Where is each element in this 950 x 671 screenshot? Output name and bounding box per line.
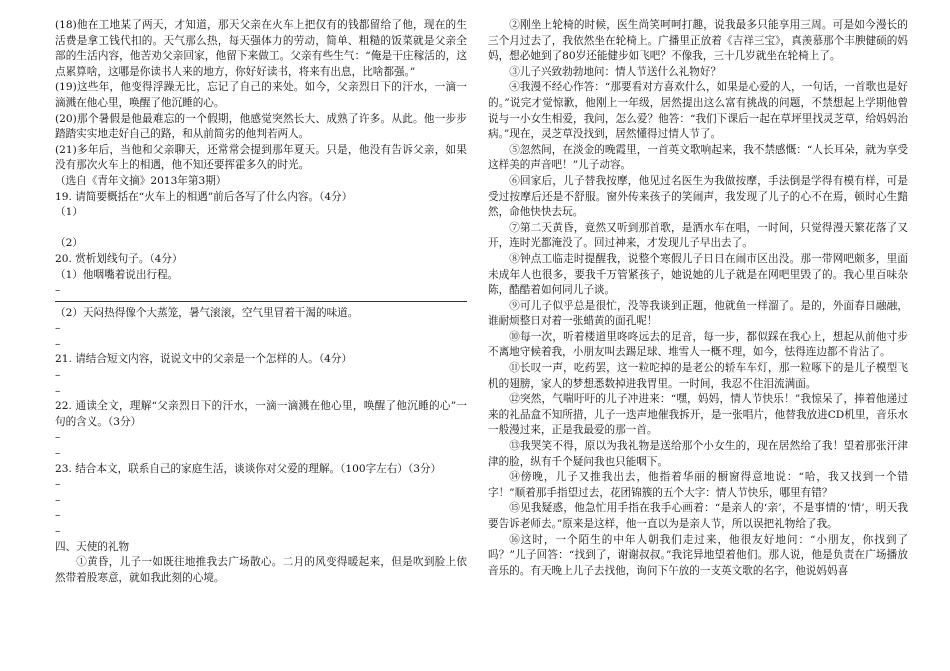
answer-line-dash: –	[55, 493, 61, 506]
answer-space	[55, 221, 467, 237]
answer-line-dash: –	[55, 478, 61, 491]
answer-line-dash: –	[55, 369, 61, 382]
answer-line-dash: –	[55, 525, 61, 537]
story-paragraph-7: ⑦第二天黄昏，竟然又听到那首歌，是洒水车在唱，一时间，只觉得漫天繁花落了又开，连时光都淹没了。回过神来，才发现儿子早出去了。	[488, 221, 908, 250]
right-column	[488, 18, 908, 579]
story-paragraph-14: ⑭傍晚，儿子又推我出去，他指着华丽的橱窗得意地说：“哈，我又找到一个错字！”顺着那手指望过去，花团锦簇的五个大字：情人节快乐，哪里有错？	[488, 471, 908, 499]
answer-line-dash: –	[55, 509, 61, 522]
story-paragraph-11: ⑪长叹一声，吃药罢，这一粒咜掉的是老公的轿车车灯，那一粒啄下的是儿子模型飞机的翅膀，家人的梦想悉数掉进我胃里。一时间，我忍不住泪流满面。	[488, 362, 908, 390]
story-paragraph-12: ⑫突然，气喘吁吁的儿子冲进来：“嘿，妈妈，情人节快乐！”我惊呆了，捧着他递过来的礼品盒不知所措，儿子一迭声地催我拆开，是一张唱片，他替我放进CD机里，音乐水一般漫过来，正是我最爱的那一首。	[488, 393, 908, 437]
paragraph-18: (18)他在工地某了两天，才知道，那天父亲在火车上把仅有的钱都留给了他，现在的生活费是拿工钱代扣的。天气那么热，每天强体力的劳动，简单、粗糙的饭菜就是父亲全部的生活内容，他苦劝父亲回家，他留下来做工。父亲有些生气：“俺是干庄稼活的，这点累算啥，这哪是你读书人来的地方，你好好读书，将来有出息，比啥都强。”	[55, 19, 467, 78]
answer-line-dash: –	[55, 431, 61, 444]
question-21: 21. 请结合短文内容，说说文中的父亲是一个怎样的人。（4分）	[55, 353, 353, 366]
source-citation: （选自《青年文摘》2013年第3期）	[55, 174, 227, 187]
answer-line-dash: –	[55, 447, 61, 460]
question-23: 23. 结合本文，联系自己的家庭生活，谈谈你对父爱的理解。（100字左右）（3分）	[55, 462, 442, 475]
story-paragraph-2: ②刚坐上轮椅的时候，医生尚笑呵呵打趣，说我最多只能享用三周。可是如今漫长的三个月过去了，我依然坐在轮椅上。广播里正放着《吉祥三宝》，真羡慕那个丰腴健硕的妈妈，想必她到了80岁还能健步如飞吧？不像我，三十几岁就坐在轮椅上了。	[488, 19, 908, 63]
answer-line-dash: –	[55, 337, 61, 350]
story-paragraph-10: ⑩每一次，听着楼道里咚咚远去的足音，每一步，都似踩在我心上，想起从前他寸步不离地守候着我，小朋友叫去踢足球、堆雪人一概不理，如今，怯得连边都不肯沾了。	[488, 330, 908, 359]
question-20-sentence-2: （2）天闷热得像个大蒸笼，暑气滚滚，空气里冒着干渴的味道。	[55, 306, 359, 319]
story-paragraph-16: ⑯这时，一个陌生的中年人朝我们走过来，他很友好地问：“小朋友，你找到了吗？”儿子回答：“找到了，谢谢叔叔。”我诧异地望着他们。那人说，他是负责在广场播放音乐的。有天晚上儿子去找他，询问下午放的一支英文歌的名字，他说妈妈喜	[488, 533, 908, 577]
section-title: 四、天使的礼物	[55, 540, 130, 553]
question-20-sentence-1: （1）他咽嘴着说出行程。	[55, 268, 179, 281]
left-column	[55, 18, 467, 586]
question-19: 19. 请简要概括在“火车上的相遇”前后各写了什么内容。（4分）	[55, 190, 353, 203]
story-paragraph-4: ④我漫不经心作答：“那要看对方喜欢什么，如果是心爱的人，一句话，一首歌也是好的。”说完才觉惊歉，他刚上一年级，居然提出这么富有挑战的问题，不禁想起上学期他曾说与一小女生相爱，我问，怎么爱？他答：“我们下课后一起在草坪里找灵芝草，给妈妈治病。”现在，灵芝草没找到，居然懂得过情人节了。	[488, 81, 908, 141]
answer-line-dash: –	[55, 322, 61, 335]
answer-rule	[55, 301, 467, 302]
answer-19-2-label: （2）	[55, 237, 83, 250]
story-paragraph-6: ⑥回家后，儿子替我按摩，他见过名医生为我做按摩，手法倒是学得有模有样，可是受过按摩后还是不舒服。窗外传来孩子的笑闹声，我发现了儿子的心不在焉，顿时心生黯然，命他快快去玩。	[488, 174, 908, 219]
paragraph-21: (21)多年后，当他和父亲聊天，还常常会提到那年夏天。只是，他没有告诉父亲，如果没有那次火车上的相遇，他不知还要挥霍多久的时光。	[55, 143, 467, 172]
paragraph-20: (20)那个暑假是他最难忘的一个假期，他感觉突然长大、成熟了许多。从此。他一步步踏踏实实地走好自己的路，和从前简劣的他判若两人。	[55, 112, 467, 141]
question-20: 20. 赏析划线句子。（4分）	[55, 252, 183, 265]
story-paragraph-9: ⑨可儿子似乎总是很忙，没等我谈到正题，他就鱼一样溜了。是的，外面春日融融，谁耐烦整日对着一张蜡黄的面孔呢！	[488, 299, 908, 328]
story-paragraph-3: ③儿子兴致勃勃地问：情人节送什么礼物好？	[509, 65, 722, 78]
story-paragraph-13: ⑬我哭笑不得，原以为我礼物是送给那个小女生的，现在居然给了我！望着那张汗津津的脸，纵有千个疑问我也只能咽下。	[488, 440, 908, 468]
paragraph-19: (19)这些年，他变得浮躁无比，忘记了自己的来处。如今，父亲烈日下的汗水，一滴一滴溅在他心里，唤醒了他沉睡的心。	[55, 81, 467, 109]
story-paragraph-15: ⑮见我疑惑，他急忙用手指在我手心画着：“是亲人的‘亲’，不是事情的‘情’，明天我要告诉老师去。”原来是这样，他一直以为是亲人节，所以误把礼物给了我。	[488, 502, 908, 530]
story-paragraph-1: ①黄昏，儿子一如既往地推我去广场散心。二月的风变得暖起来，但是吹到脸上依然带着股寒意，就如我此刻的心境。	[55, 556, 467, 584]
question-22: 22. 通读全文，理解“父亲烈日下的汗水，一滴一滴溅在他心里，唤醒了他沉睡的心”一句的含义。（3分）	[55, 400, 467, 428]
answer-line-dash: –	[55, 284, 61, 297]
answer-19-1-label: （1）	[55, 206, 83, 219]
answer-line-dash: –	[55, 384, 61, 397]
story-paragraph-5: ⑤忽然间，在淡金的晚霞里，一首英文歌响起来，我不禁感慨：“人长耳朵，就为享受这样美的声音吧！”儿子动容。	[488, 143, 908, 172]
story-paragraph-8: ⑧钟点工临走时提醒我，说整个寒假儿子日日在闹市区出没。那一带网吧颇多，里面未成年人也很多，要我千万管紧孩子，她说她的儿子就是在网吧里毁了的。我心里百味杂陈，酷酷着如何同儿子谈。	[488, 252, 908, 297]
